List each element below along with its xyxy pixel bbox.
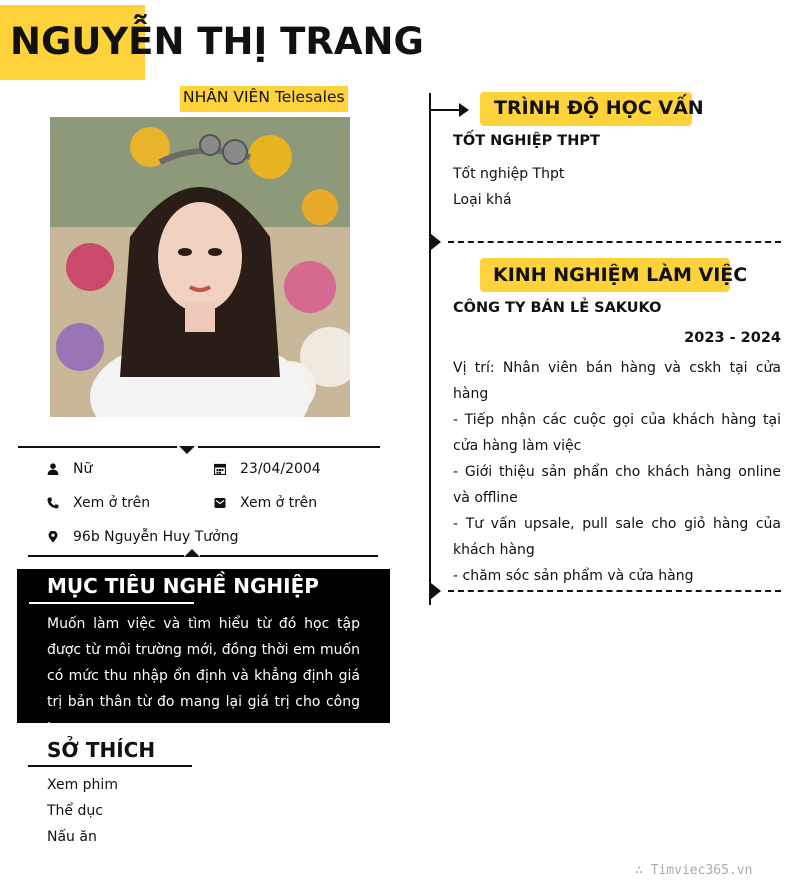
timeline-arrow-shaft [431,109,461,111]
watermark-text: Timviec365.vn [650,863,753,878]
education-school: TỐT NGHIỆP THPT [453,133,600,149]
contact-bottom-divider-right [200,555,378,557]
phone-icon [47,497,73,509]
watermark [635,863,752,878]
experience-end-marker-icon [431,583,441,599]
user-icon [47,463,73,475]
contact-top-divider-left [18,446,177,448]
experience-description: Vị trí: Nhân viên bán hàng và cskh tại cửa hàng - Tiếp nhận các cuộc gọi của khách hàng tại cửa hàng làm việc - Giới thiệu sản phẩn cho khách hàng online và offline - Tư vấn upsale, pull sale cho giỏ hàng của khách hàng - chăm sóc sản phẩm và cửa hàng [453,360,781,584]
birthday-value: 23/04/2004 [240,461,321,477]
calendar-icon [214,463,240,475]
timeline-line [429,93,431,605]
experience-company: CÔNG TY BÁN LẺ SAKUKO [453,300,662,316]
phone-row [47,495,150,511]
education-grade: Loại khá [453,192,512,208]
career-objective-title: MỤC TIÊU NGHỀ NGHIỆP [47,574,319,598]
birthday-row [214,461,321,477]
experience-period: 2023 - 2024 [684,330,781,346]
hobbies-title: SỞ THÍCH [47,738,156,762]
education-degree: Tốt nghiệp Thpt [453,166,565,182]
education-end-marker-icon [431,234,441,250]
experience-title: KINH NGHIỆM LÀM VIỆC [493,264,748,286]
email-value: Xem ở trên [240,495,318,511]
education-dashed-divider [448,241,781,243]
job-title: NHÂN VIÊN Telesales [180,86,348,112]
envelope-icon [214,497,240,509]
address-value: 96b Nguyễn Huy Tưởng [73,529,239,545]
candidate-name: NGUYỄN THỊ TRANG [10,20,424,63]
contact-top-divider-right [198,446,380,448]
phone-value: Xem ở trên [73,495,151,511]
hobby-item: Nấu ăn [47,829,97,845]
gender-row [47,461,92,477]
experience-dashed-divider [448,590,781,592]
hobbies-underline [28,765,192,767]
address-row [47,529,239,545]
gender-value: Nữ [73,461,93,477]
hobby-item: Xem phim [47,777,118,793]
hobby-item: Thể dục [47,803,103,819]
contact-top-pointer [179,446,195,454]
watermark-dots-icon: ∴ [635,863,651,878]
contact-bottom-pointer [184,549,200,557]
profile-photo-illustration [50,117,350,417]
timeline-arrow-icon [459,103,469,117]
career-objective-text: Muốn làm việc và tìm hiểu từ đó học tập được từ môi trường mới, đồng thời em muốn có mức thu nhập ổn định và khẳng định giá trị bản thân từ đo mang lại giá trị cho công ty [47,616,360,736]
map-marker-icon [47,531,73,543]
education-title: TRÌNH ĐỘ HỌC VẤN [494,97,704,119]
career-objective-section [17,569,390,736]
email-row [214,495,317,511]
career-objective-underline [29,602,194,604]
contact-bottom-divider-left [28,555,184,557]
profile-photo [50,117,350,417]
